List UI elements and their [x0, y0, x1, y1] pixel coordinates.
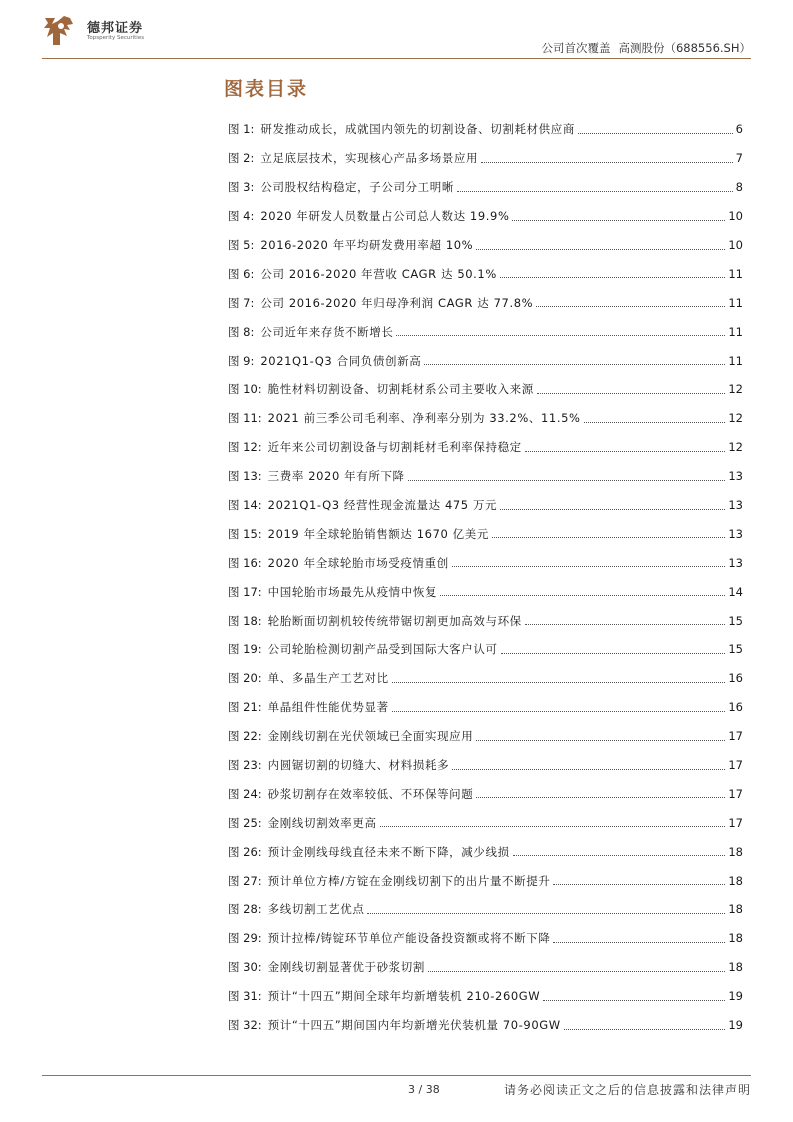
toc-entry[interactable]	[228, 982, 743, 1011]
toc-entry-title: 公司 2016-2020 年归母净利润 CAGR 达 77.8%	[260, 295, 534, 310]
toc-leader-dots	[578, 133, 733, 134]
toc-entry-page: 12	[728, 382, 743, 397]
toc-entry[interactable]	[228, 491, 743, 520]
toc-entry-label: 图 16:	[228, 555, 262, 570]
toc-leader-dots	[500, 509, 725, 510]
toc-leader-dots	[440, 595, 725, 596]
toc-entry[interactable]	[228, 866, 743, 895]
toc-entry-page: 6	[735, 122, 743, 137]
toc-entry-label: 图 20:	[228, 671, 262, 686]
toc-entry-label: 图 31:	[228, 989, 262, 1004]
toc-entry[interactable]	[228, 779, 743, 808]
toc-leader-dots	[513, 855, 726, 856]
toc-entry-page: 13	[728, 469, 743, 484]
toc-leader-dots	[392, 682, 726, 683]
toc-entry-label: 图 5:	[228, 238, 255, 252]
disclaimer: 请务必阅读正文之后的信息披露和法律声明	[503, 1083, 751, 1097]
toc-entry-title: 金刚线切割效率更高	[267, 815, 377, 830]
toc-leader-dots	[452, 566, 726, 567]
toc-leader-dots	[500, 277, 726, 278]
toc-entry-page: 10	[728, 209, 743, 224]
toc-entry-label: 图 30:	[228, 960, 262, 975]
toc-entry-page: 7	[735, 151, 743, 166]
toc-entry-title: 立足底层技术，实现核心产品多场景应用	[260, 151, 479, 166]
report-type: 公司首次覆盖	[541, 41, 611, 55]
toc-entry[interactable]	[228, 895, 743, 924]
toc-entry-title: 三费率 2020 年有所下降	[267, 469, 405, 484]
toc-entry[interactable]	[228, 202, 743, 231]
toc-leader-dots	[584, 422, 726, 423]
toc-leader-dots	[457, 191, 733, 192]
toc-entry-page: 18	[728, 844, 743, 859]
toc-entry-label: 图 32:	[228, 1018, 262, 1033]
company-name: 高测股份（688556.SH）	[618, 41, 751, 55]
toc-leader-dots	[525, 624, 726, 625]
toc-entry-label: 图 13:	[228, 469, 262, 484]
toc-leader-dots	[428, 971, 725, 972]
toc-entry-title: 公司轮胎检测切割产品受到国际大客户认可	[267, 642, 498, 657]
toc-entry-page: 18	[728, 902, 743, 917]
toc-entry-label: 图 2:	[228, 151, 255, 166]
toc-entry[interactable]	[228, 693, 743, 722]
toc-entry-title: 内圆锯切割的切缝大、材料损耗多	[267, 758, 450, 773]
toc-entry-label: 图 6:	[228, 266, 255, 281]
toc-entry-page: 17	[728, 815, 743, 830]
toc-leader-dots	[553, 942, 725, 943]
toc-entry-label: 图 29:	[228, 931, 262, 946]
toc-entry-title: 中国轮胎市场最先从疫情中恢复	[267, 584, 438, 599]
deppon-logo-icon	[42, 14, 76, 48]
toc-entry[interactable]	[228, 375, 743, 404]
toc-entry-label: 图 26:	[228, 844, 262, 859]
header-divider	[42, 58, 751, 59]
toc-entry-label: 图 22:	[228, 729, 262, 744]
toc-entry[interactable]	[228, 548, 743, 577]
toc-entry-page: 12	[728, 440, 743, 455]
toc-entry-title: 预计“十四五”期间全球年均新增装机 210-260GW	[267, 989, 541, 1004]
toc-entry[interactable]	[228, 173, 743, 202]
toc-entry-title: 2019 年全球轮胎销售额达 1670 亿美元	[267, 526, 489, 541]
toc-entry-title: 预计拉棒/铸锭环节单位产能设备投资额或将不断下降	[267, 931, 551, 946]
toc-leader-dots	[380, 826, 726, 827]
toc-leader-dots	[476, 740, 725, 741]
toc-entry-label: 图 8:	[228, 324, 255, 339]
page-number: 3 / 38	[408, 1083, 440, 1096]
brand-name-en: Topsperity Securities	[87, 35, 145, 41]
toc-entry[interactable]	[228, 288, 743, 317]
toc-entry[interactable]	[228, 433, 743, 462]
toc-entry-title: 预计“十四五”期间国内年均新增光伏装机量 70-90GW	[267, 1018, 561, 1033]
toc-entry-title: 脆性材料切割设备、切割耗材系公司主要收入来源	[267, 382, 534, 397]
toc-entry[interactable]	[228, 1011, 743, 1040]
toc-entry-label: 图 19:	[228, 642, 262, 657]
footer-divider	[42, 1075, 751, 1076]
toc-entry-title: 公司近年来存货不断增长	[260, 324, 394, 339]
toc-leader-dots	[408, 480, 726, 481]
brand-logo	[42, 14, 162, 50]
toc-entry[interactable]	[228, 115, 743, 144]
toc-entry-title: 公司股权结构稳定，子公司分工明晰	[260, 180, 454, 195]
toc-entry-page: 18	[728, 931, 743, 946]
toc-entry[interactable]	[228, 519, 743, 548]
toc-entry-label: 图 1:	[228, 122, 255, 137]
toc-entry[interactable]	[228, 924, 743, 953]
toc-leader-dots	[553, 884, 725, 885]
toc-entry-page: 13	[728, 555, 743, 570]
toc-entry[interactable]	[228, 317, 743, 346]
toc-entry-title: 轮胎断面切割机较传统带锯切割更加高效与环保	[267, 613, 522, 628]
toc-entry-page: 18	[728, 873, 743, 888]
toc-entry-label: 图 4:	[228, 209, 255, 224]
toc-entry-title: 单晶组件性能优势显著	[267, 700, 389, 715]
toc-entry-page: 14	[728, 584, 743, 599]
toc-entry-label: 图 27:	[228, 873, 262, 888]
toc-entry-page: 19	[728, 989, 743, 1004]
toc-leader-dots	[543, 1000, 725, 1001]
toc-leader-dots	[537, 393, 725, 394]
toc-entry[interactable]	[228, 259, 743, 288]
toc-entry[interactable]	[228, 606, 743, 635]
toc-entry-title: 2020 年研发人员数量占公司总人数达 19.9%	[260, 209, 510, 224]
toc-entry[interactable]	[228, 231, 743, 260]
toc-entry-label: 图 25:	[228, 815, 262, 830]
toc-entry-title: 预计金刚线母线直径未来不断下降，减少线损	[267, 844, 510, 859]
toc-entry-title: 砂浆切割存在效率较低、不环保等问题	[267, 786, 474, 801]
toc-entry-label: 图 18:	[228, 613, 262, 628]
toc-leader-dots	[501, 653, 726, 654]
toc-entry-page: 11	[728, 266, 743, 281]
toc-entry[interactable]	[228, 577, 743, 606]
toc-leader-dots	[476, 797, 725, 798]
toc-entry[interactable]	[228, 144, 743, 173]
toc-leader-dots	[536, 306, 725, 307]
toc-entry-label: 图 21:	[228, 700, 262, 715]
toc-entry-page: 15	[728, 613, 743, 628]
toc-entry-page: 11	[728, 324, 743, 339]
toc-title: 图表目录	[224, 78, 309, 100]
toc-entry-page: 11	[728, 353, 743, 368]
toc-entry-title: 金刚线切割在光伏领域已全面实现应用	[267, 729, 474, 744]
toc-leader-dots	[564, 1029, 726, 1030]
toc-entry-page: 18	[728, 960, 743, 975]
toc-entry-title: 预计单位方棒/方锭在金刚线切割下的出片量不断提升	[267, 873, 551, 888]
toc-list	[228, 115, 743, 1040]
toc-entry-label: 图 12:	[228, 440, 262, 455]
toc-entry[interactable]	[228, 722, 743, 751]
toc-entry-page: 15	[728, 642, 743, 657]
toc-entry[interactable]	[228, 404, 743, 433]
toc-entry-title: 公司 2016-2020 年营收 CAGR 达 50.1%	[260, 266, 497, 281]
toc-leader-dots	[424, 364, 725, 365]
toc-entry[interactable]	[228, 953, 743, 982]
brand-name-cn: 德邦证券	[87, 21, 144, 36]
toc-entry-label: 图 17:	[228, 584, 262, 599]
toc-entry-label: 图 24:	[228, 786, 262, 801]
toc-entry-page: 17	[728, 729, 743, 744]
toc-entry-title: 研发推动成长，成就国内领先的切割设备、切割耗材供应商	[260, 122, 575, 137]
toc-entry-title: 2020 年全球轮胎市场受疫情重创	[267, 555, 449, 570]
toc-leader-dots	[396, 335, 725, 336]
toc-leader-dots	[525, 451, 726, 452]
toc-entry-page: 13	[728, 498, 743, 513]
toc-leader-dots	[492, 537, 725, 538]
toc-leader-dots	[512, 220, 725, 221]
toc-entry-page: 12	[728, 411, 743, 426]
toc-entry[interactable]	[228, 462, 743, 491]
toc-entry-page: 16	[728, 671, 743, 686]
toc-entry-page: 8	[735, 180, 743, 195]
toc-entry-title: 2021 前三季公司毛利率、净利率分别为 33.2%、11.5%	[267, 411, 581, 426]
toc-entry-title: 单、多晶生产工艺对比	[267, 671, 389, 686]
toc-entry-page: 17	[728, 786, 743, 801]
toc-entry-page: 10	[728, 238, 743, 252]
toc-entry-label: 图 14:	[228, 498, 262, 513]
toc-entry[interactable]	[228, 808, 743, 837]
toc-entry-label: 图 7:	[228, 295, 255, 310]
toc-entry[interactable]	[228, 664, 743, 693]
toc-entry[interactable]	[228, 635, 743, 664]
toc-entry-label: 图 11:	[228, 411, 262, 426]
toc-entry-title: 多线切割工艺优点	[267, 902, 365, 917]
toc-entry[interactable]	[228, 837, 743, 866]
toc-entry-title: 2016-2020 年平均研发费用率超 10%	[260, 238, 474, 252]
toc-entry-page: 19	[728, 1018, 743, 1033]
toc-entry-page: 11	[728, 295, 743, 310]
toc-entry-label: 图 15:	[228, 526, 262, 541]
toc-entry-page: 17	[728, 758, 743, 773]
toc-entry-title: 近年来公司切割设备与切割耗材毛利率保持稳定	[267, 440, 522, 455]
toc-leader-dots	[481, 162, 733, 163]
toc-entry-title: 2021Q1-Q3 经营性现金流量达 475 万元	[267, 498, 498, 513]
report-header	[541, 40, 751, 56]
toc-entry-page: 16	[728, 700, 743, 715]
toc-leader-dots	[476, 249, 725, 250]
toc-entry-label: 图 3:	[228, 180, 255, 195]
toc-entry-title: 2021Q1-Q3 合同负债创新高	[260, 353, 422, 368]
toc-leader-dots	[452, 769, 725, 770]
toc-entry-label: 图 9:	[228, 353, 255, 368]
toc-entry-label: 图 28:	[228, 902, 262, 917]
toc-entry-label: 图 23:	[228, 758, 262, 773]
toc-entry[interactable]	[228, 751, 743, 780]
toc-entry[interactable]	[228, 346, 743, 375]
toc-entry-label: 图 10:	[228, 382, 262, 397]
toc-leader-dots	[392, 711, 726, 712]
toc-entry-title: 金刚线切割显著优于砂浆切割	[267, 960, 425, 975]
toc-leader-dots	[367, 913, 725, 914]
toc-entry-page: 13	[728, 526, 743, 541]
